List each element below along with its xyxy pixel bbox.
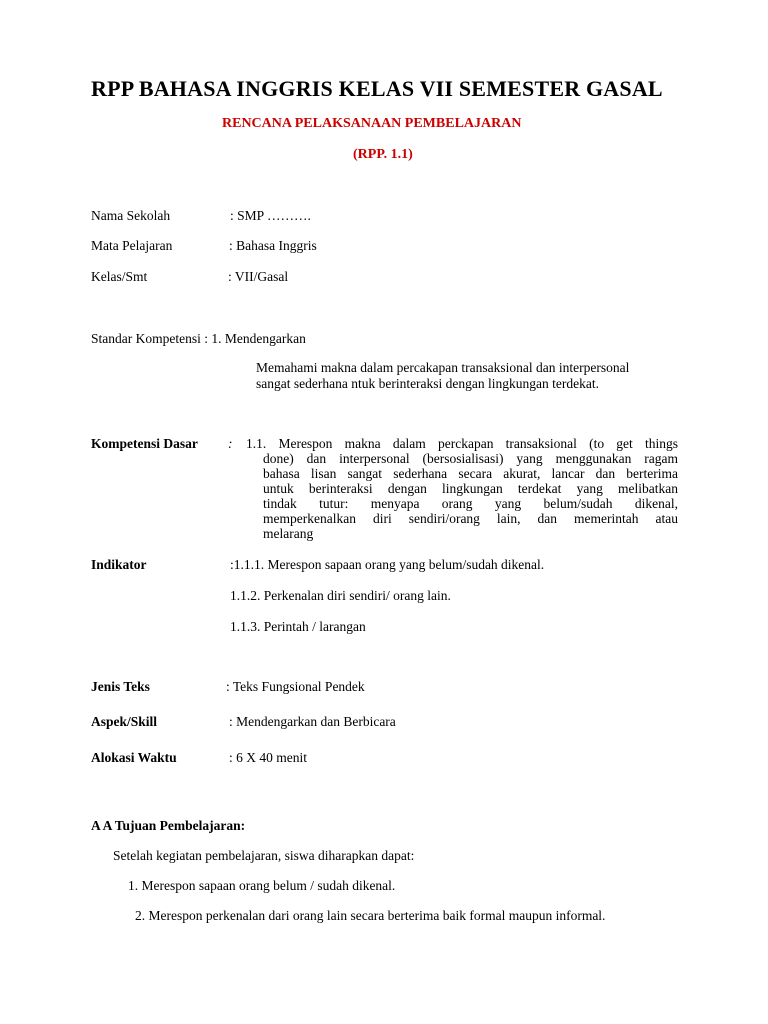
basic-competence-line-7: melarang	[263, 526, 314, 541]
basic-competence-line-5: tindak tutur: menyapa orang yang belum/sudah dikenal,	[263, 496, 678, 511]
indicator-item-3: 1.1.3. Perintah / larangan	[230, 619, 366, 634]
class-label: Kelas/Smt	[91, 269, 148, 284]
basic-competence-line-6: memperkenalkan diri sendiri/orang lain, dan memerintah atau	[263, 511, 678, 526]
class-value: : VII/Gasal	[228, 269, 289, 284]
text-type-label: Jenis Teks	[91, 679, 150, 694]
subject-value: : Bahasa Inggris	[229, 238, 317, 253]
basic-competence-line-2: done) dan interpersonal (bersosialisasi) yang menggunakan ragam	[263, 451, 678, 466]
subject-label: Mata Pelajaran	[91, 238, 173, 253]
time-allocation-value: : 6 X 40 menit	[229, 750, 307, 765]
objective-item-1: 1. Merespon sapaan orang belum / sudah dikenal.	[128, 878, 396, 893]
objective-item-2: 2. Merespon perkenalan dari orang lain secara berterima baik formal maupun informal.	[135, 908, 606, 923]
objectives-intro: Setelah kegiatan pembelajaran, siswa diharapkan dapat:	[113, 848, 415, 863]
school-label: Nama Sekolah	[91, 208, 171, 223]
basic-competence-line-3: bahasa lisan sangat sederhana secara akurat, lancar dan berterima	[263, 466, 678, 481]
basic-competence-line-1: 1.1. Merespon makna dalam perckapan transaksional (to get things	[246, 436, 678, 451]
text-type-value: : Teks Fungsional Pendek	[226, 679, 365, 694]
standard-competence-line-1: Memahami makna dalam percakapan transaksional dan interpersonal	[256, 360, 630, 375]
basic-competence-line-4: untuk berinteraksi dengan lingkungan terdekat yang melibatkan	[263, 481, 678, 496]
document-title: RPP BAHASA INGGRIS KELAS VII SEMESTER GASAL	[91, 76, 663, 101]
school-value: : SMP ……….	[230, 208, 311, 223]
basic-competence-label: Kompetensi Dasar	[91, 436, 198, 451]
time-allocation-label: Alokasi Waktu	[91, 750, 177, 765]
indicator-item-2: 1.1.2. Perkenalan diri sendiri/ orang lain.	[230, 588, 451, 603]
document-subtitle: RENCANA PELAKSANAAN PEMBELAJARAN	[222, 116, 522, 131]
indicator-item-1: :1.1.1. Merespon sapaan orang yang belum/sudah dikenal.	[230, 557, 545, 572]
objectives-heading: A A Tujuan Pembelajaran:	[91, 818, 246, 833]
document-code: (RPP. 1.1)	[353, 147, 413, 162]
basic-competence-colon: :	[228, 436, 233, 451]
standard-competence-label: Standar Kompetensi : 1. Mendengarkan	[91, 331, 306, 346]
indicator-label: Indikator	[91, 557, 147, 572]
standard-competence-line-2: sangat sederhana ntuk berinteraksi dengan lingkungan terdekat.	[256, 376, 600, 391]
skill-value: : Mendengarkan dan Berbicara	[229, 714, 396, 729]
skill-label: Aspek/Skill	[91, 714, 158, 729]
